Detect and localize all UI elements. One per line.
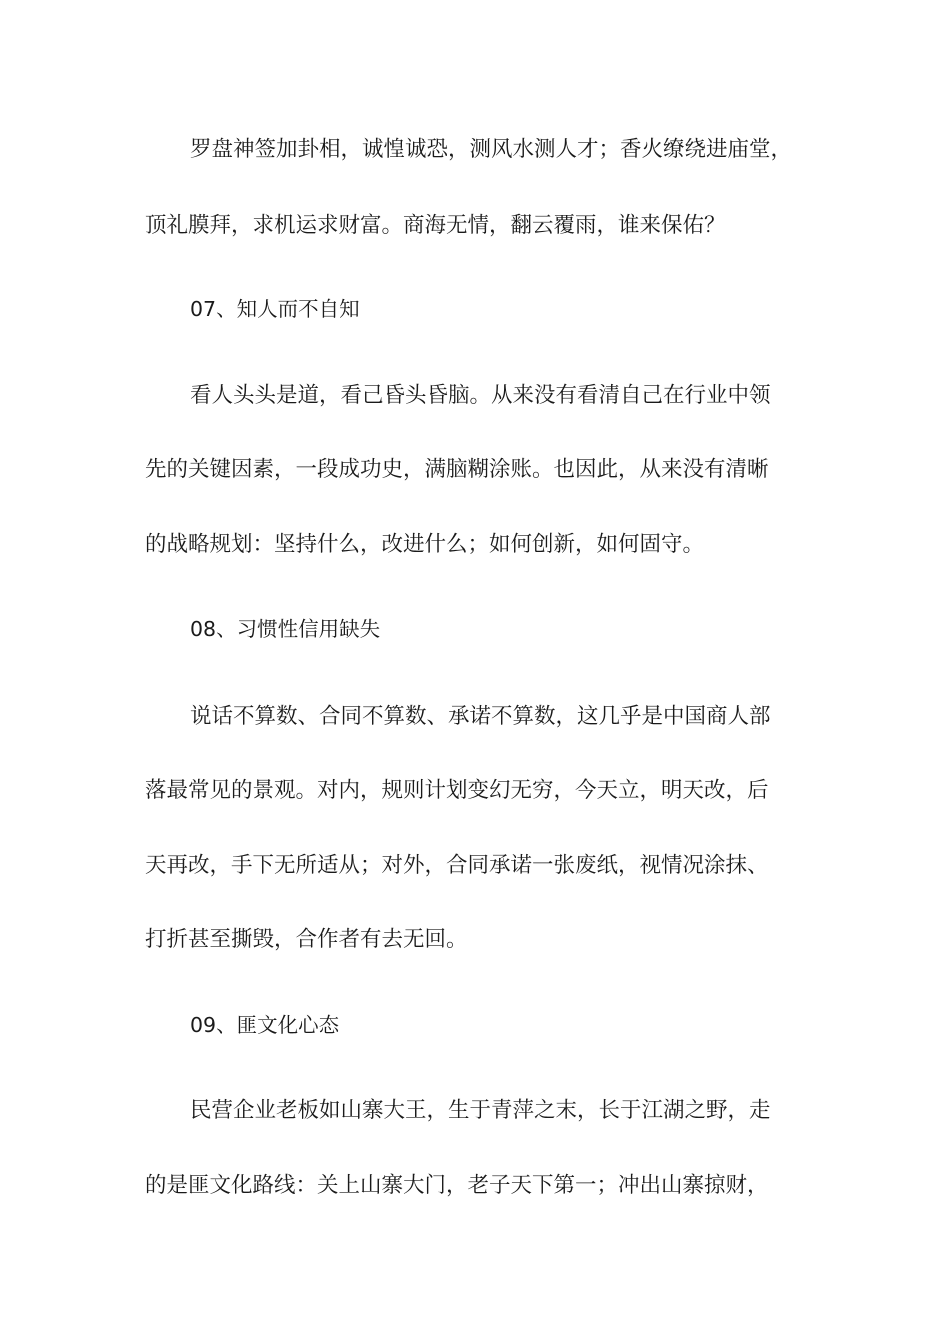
paragraph-line: 顶礼膜拜，求机运求财富。商海无情，翻云覆雨，谁来保佑？ <box>145 213 726 238</box>
paragraph-line: 的是匪文化路线：关上山寨大门，老子天下第一；冲出山寨掠财， <box>145 1173 769 1198</box>
paragraph-line: 说话不算数、合同不算数、承诺不算数，这几乎是中国商人部 <box>190 704 771 729</box>
paragraph-line: 打折甚至撕毁，合作者有去无回。 <box>145 927 468 952</box>
paragraph-line: 落最常见的景观。对内，规则计划变幻无穷，今天立，明天改，后 <box>145 778 769 803</box>
section-heading: 09、匪文化心态 <box>190 1013 340 1037</box>
paragraph-line: 民营企业老板如山寨大王，生于青萍之末，长于江湖之野，走 <box>190 1098 771 1123</box>
paragraph-line: 先的关键因素，一段成功史，满脑糊涂账。也因此，从来没有清晰 <box>145 457 769 482</box>
paragraph-line: 罗盘神签加卦相，诚惶诚恐，测风水测人才；香火缭绕进庙堂， <box>190 137 793 162</box>
section-heading: 07、知人而不自知 <box>190 297 360 321</box>
paragraph-line: 看人头头是道，看己昏头昏脑。从来没有看清自己在行业中领 <box>190 383 771 408</box>
paragraph-line: 的战略规划：坚持什么，改进什么；如何创新，如何固守。 <box>145 532 705 557</box>
paragraph-line: 天再改，手下无所适从；对外，合同承诺一张废纸，视情况涂抹、 <box>145 853 769 878</box>
section-heading: 08、习惯性信用缺失 <box>190 617 381 641</box>
